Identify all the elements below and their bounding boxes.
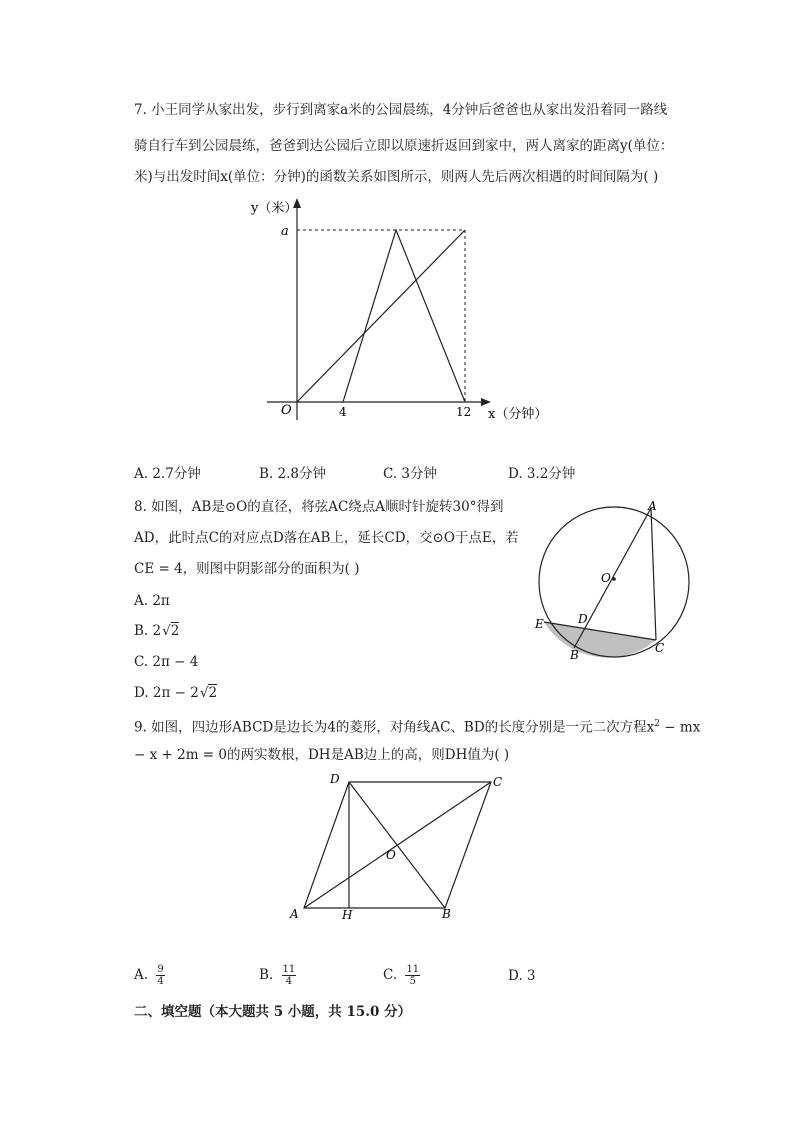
q8-option-d-prefix: D. 2π − 2 — [134, 685, 199, 701]
q9-option-c — [383, 964, 420, 987]
q9-option-c-denominator: 5 — [409, 976, 416, 987]
q9-option-a-numerator: 9 — [157, 964, 164, 975]
q8-option-d-radicand: 2 — [208, 685, 218, 701]
q9-line-1 — [134, 714, 700, 738]
q9-option-b-fraction — [282, 964, 297, 987]
q9-option-a-fraction — [156, 964, 164, 987]
q7-function-graph — [245, 195, 555, 430]
y-axis-label: y（米） — [251, 201, 298, 216]
point-b-label: B — [570, 648, 579, 662]
a-label: a — [281, 224, 289, 239]
q7-option-b: B. 2.8分钟 — [259, 466, 326, 482]
x-tick-4: 4 — [339, 405, 347, 419]
center-point — [612, 577, 616, 581]
point-c-label: C — [655, 641, 665, 655]
q9-option-d: D. 3 — [508, 968, 536, 984]
q7-option-a: A. 2.7分钟 — [134, 466, 201, 482]
q9-option-c-numerator: 11 — [406, 964, 420, 975]
dad-path — [343, 230, 465, 402]
q9-exponent: 2 — [654, 719, 661, 729]
q8-option-d: D. 2π − 2√2 — [134, 685, 218, 701]
x-axis-label: x（分钟） — [488, 407, 548, 422]
q9-line-1-text: 9. 如图，四边形ABCD是边长为4的菱形，对角线AC、BD的长度分别是一元二次方程x — [134, 719, 655, 736]
point-h-label: H — [342, 908, 353, 922]
q8-circle-figure — [530, 495, 700, 665]
origin-label: O — [281, 403, 292, 418]
point-d-label: D — [330, 772, 340, 786]
q9-rhombus-figure — [285, 770, 515, 925]
q7-line-1: 7. 小王同学从家出发，步行到离家a米的公园晨练，4分钟后爸爸也从家出发沿着同一路线 — [134, 102, 668, 118]
section-2-title: 二、填空题（本大题共 5 小题，共 15.0 分） — [134, 1004, 412, 1020]
q9-option-c-prefix: C. — [383, 967, 398, 983]
diagonal-bd — [349, 782, 445, 908]
q7-line-2: 骑自行车到公园晨练，爸爸到达公园后立即以原速折返回到家中，两人离家的距离y(单位： — [134, 138, 674, 154]
q9-option-c-fraction — [405, 964, 420, 987]
xiaowang-line — [297, 230, 465, 402]
x-tick-12: 12 — [456, 405, 472, 419]
q8-option-a: A. 2π — [134, 593, 170, 609]
point-o-label: O — [601, 571, 611, 585]
point-e-label: E — [535, 617, 544, 631]
q9-option-b-denominator: 4 — [285, 976, 293, 987]
q9-option-b-numerator: 11 — [282, 964, 296, 975]
q8-line-2: AD，此时点C的对应点D落在AB上，延长CD，交⊙O于点E，若 — [134, 530, 519, 546]
q9-option-a-denominator: 4 — [157, 976, 164, 987]
diameter-ab — [574, 508, 651, 648]
point-d-label: D — [578, 612, 588, 626]
q8-line-3: CE = 4，则图中阴影部分的面积为( ) — [134, 561, 360, 577]
x-axis-arrow-icon — [481, 398, 491, 406]
point-a-label: A — [290, 907, 299, 921]
point-c-label: C — [493, 775, 503, 789]
q7-line-3: 米)与出发时间x(单位：分钟)的函数关系如图所示，则两人先后两次相遇的时间间隔为( ) — [134, 169, 659, 185]
q9-option-a-prefix: A. — [134, 967, 149, 983]
point-b-label: B — [442, 907, 451, 921]
q9-option-b — [259, 964, 296, 987]
q8-option-c: C. 2π − 4 — [134, 654, 199, 670]
q7-option-c: C. 3分钟 — [383, 466, 438, 482]
q8-option-b: B. 2√2 — [134, 623, 180, 639]
q9-line-2: − x + 2m = 0的两实数根，DH是AB边上的高，则DH值为( ) — [134, 747, 510, 763]
q9-option-a — [134, 964, 165, 987]
q8-option-b-radicand: 2 — [170, 623, 180, 639]
point-a-label: A — [648, 499, 657, 513]
q7-option-d: D. 3.2分钟 — [508, 466, 576, 482]
q9-line-1-tail: − mx — [660, 719, 701, 736]
q8-line-1: 8. 如图，AB是⊙O的直径，将弦AC绕点A顺时针旋转30°得到 — [134, 499, 504, 515]
q8-option-b-prefix: B. 2 — [134, 623, 162, 639]
q9-option-b-prefix: B. — [259, 967, 274, 983]
chord-ac — [651, 508, 656, 640]
point-o-label: O — [386, 848, 396, 862]
